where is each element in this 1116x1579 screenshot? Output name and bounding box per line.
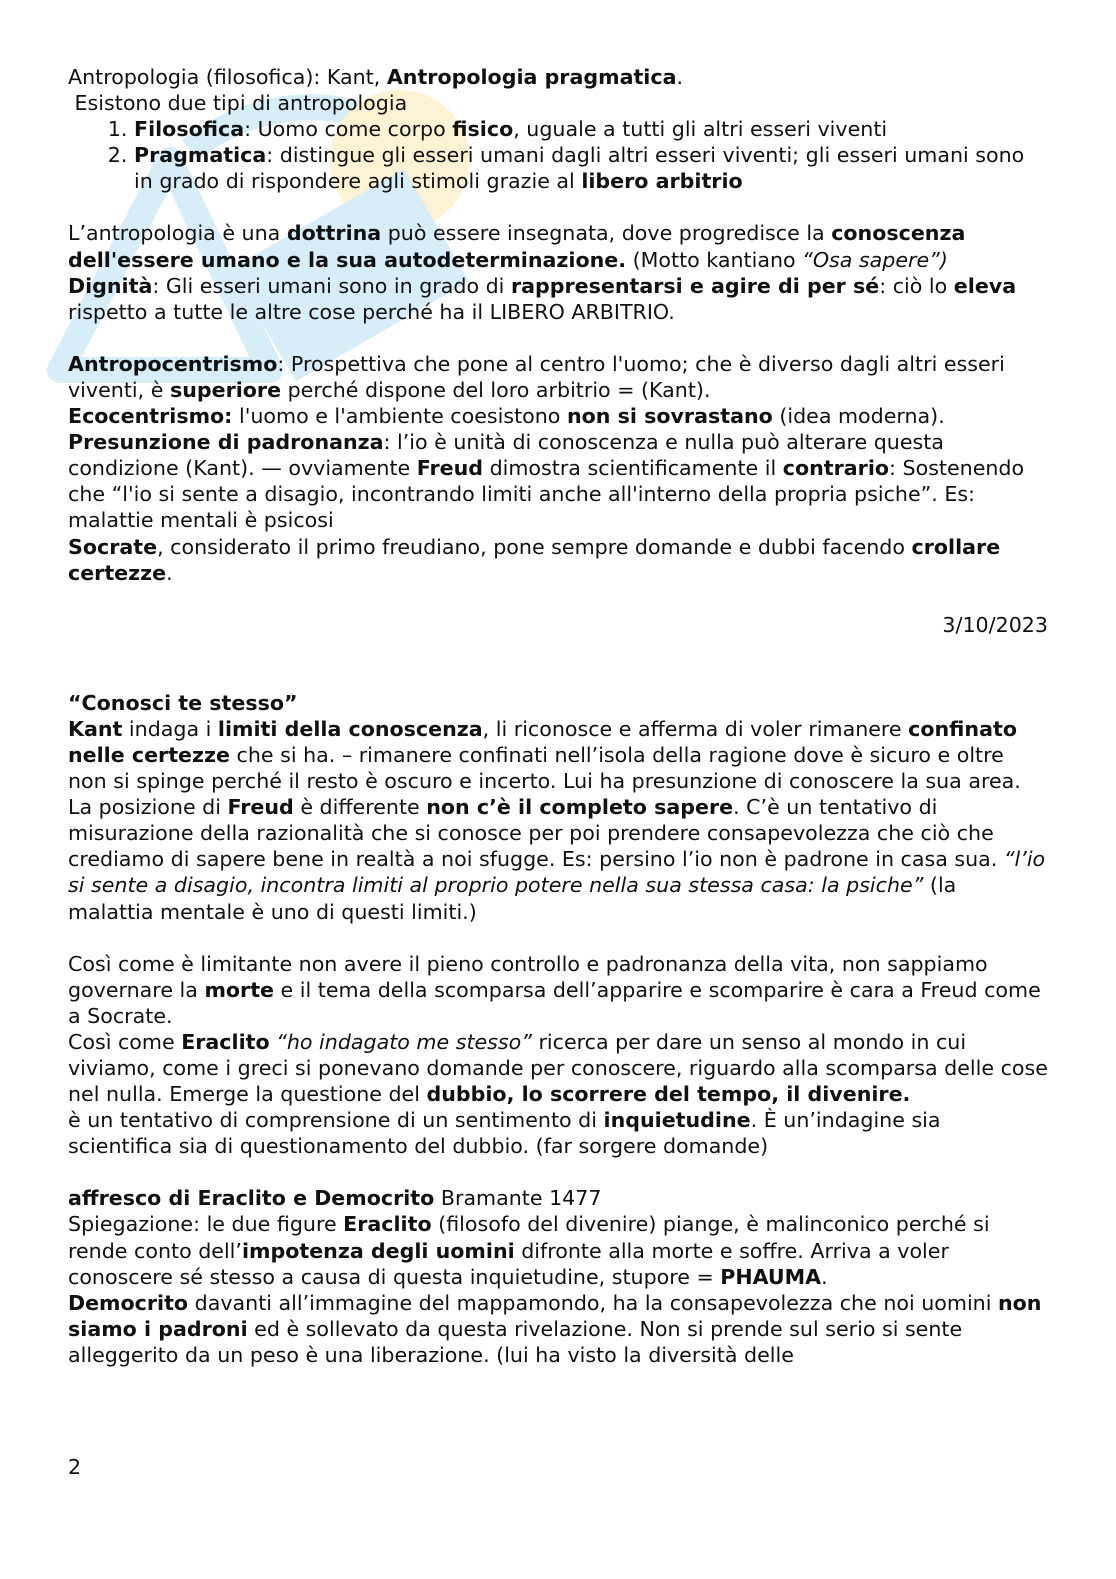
paragraph-heraclitus: Così come Eraclito “ho indagato me stesso” ricerca per dare un senso al mondo in cui viviamo, come i greci si ponevano domande per conoscere, riguardo alla scomparsa delle cose nel nulla. Emerge la questione del dubbio, lo scorrere del tempo, il divenire. <box>68 1029 1055 1107</box>
list-item: 2. Pragmatica: distingue gli esseri umani dagli altri esseri viventi; gli esseri umani sono in grado di rispondere agli stimoli grazie al libero arbitrio <box>134 142 1048 194</box>
page-number: 2 <box>68 1455 82 1479</box>
paragraph-ecocentrism: Ecocentrismo: l'uomo e l'ambiente coesistono non si sovrastano (idea moderna). <box>68 404 945 429</box>
paragraph-doctrine: L’antropologia è una dottrina può essere insegnata, dove progredisce la conoscenza dell'essere umano e la sua autodeterminazione. (Motto kantiano “Osa sapere”) <box>68 221 973 272</box>
paragraph-democritus: Democrito davanti all’immagine del mappamondo, ha la consapevolezza che noi uomini non siamo i padroni ed è sollevato da questa rivelazione. Non si prende sul serio si sente alleggerito da un peso è una liberazione. (lui ha visto la diversità delle <box>68 1290 1049 1367</box>
anthropology-types-list <box>68 116 1048 194</box>
date-label: 3/10/2023 <box>942 612 1048 637</box>
intro-line: Antropologia (filosofica): Kant, Antropologia pragmatica. <box>68 65 684 89</box>
list-item: 1. Filosofica: Uomo come corpo fisico, uguale a tutti gli altri esseri viventi <box>134 116 1048 142</box>
paragraph-explanation: Spiegazione: le due figure Eraclito (filosofo del divenire) piange, è malinconico perché si rende conto dell’impotenza degli uomini difronte alla morte e soffre. Arriva a voler conoscere sé stesso a causa di questa inquietudine, stupore = PHAUMA. <box>68 1212 997 1289</box>
intro-line-2: Esistono due tipi di antropologia <box>68 91 408 116</box>
paragraph-fresco-title: affresco di Eraclito e Democrito Bramante 1477 <box>68 1186 602 1211</box>
paragraph-kant: Kant indaga i limiti della conoscenza, li riconosce e afferma di voler rimanere confinato nelle certezze che si ha. – rimanere confinati nell’isola della ragione dove è sicuro e oltre non si spinge perché il resto è oscuro e incerto. Lui ha presunzione di conoscere la sua area. <box>68 716 1025 794</box>
paragraph-freud: La posizione di Freud è differente non c’è il completo sapere. C’è un tentativo di misurazione della razionalità che si conosce per poi prendere consapevolezza che ciò che crediamo di sapere bene in realtà a noi sfugge. Es: persino l’io non è padrone in casa sua. “l’io si sente a disagio, incontra limiti al proprio potere nella sua stessa casa: la psiche” (la malattia mentale è uno di questi limiti.) <box>68 795 1052 924</box>
paragraph-socrates: Socrate, considerato il primo freudiano, pone sempre domande e dubbi facendo crollare certezze. <box>68 534 1008 585</box>
paragraph-dignity: Dignità: Gli esseri umani sono in grado di rappresentarsi e agire di per sé: ciò lo eleva rispetto a tutte le altre cose perché ha il LIBERO ARBITRIO. <box>68 273 1023 324</box>
paragraph-death: Così come è limitante non avere il pieno controllo e padronanza della vita, non sappiamo governare la morte e il tema della scomparsa dell’apparire e scomparire è cara a Freud come a Socrate. <box>68 951 1048 1028</box>
section-title: “Conosci te stesso” <box>68 690 298 715</box>
paragraph-anthropocentrism: Antropocentrismo: Prospettiva che pone al centro l'uomo; che è diverso dagli altri esseri viventi, è superiore perché dispone del loro arbitrio = (Kant). <box>68 351 1012 402</box>
paragraph-presumption: Presunzione di padronanza: l’io è unità di conoscenza e nulla può alterare questa condizione (Kant). — ovviamente Freud dimostra scientificamente il contrario: Sostenendo che “l'io si sente a disagio, incontrando limiti anche all'interno della propria psiche”. Es: malattie mentali è psicosi <box>68 430 1031 533</box>
paragraph-inquietude: è un tentativo di comprensione di un sentimento di inquietudine. È un’indagine sia scientifica sia di questionamento del dubbio. (far sorgere domande) <box>68 1108 948 1159</box>
document-body <box>68 64 1055 1368</box>
